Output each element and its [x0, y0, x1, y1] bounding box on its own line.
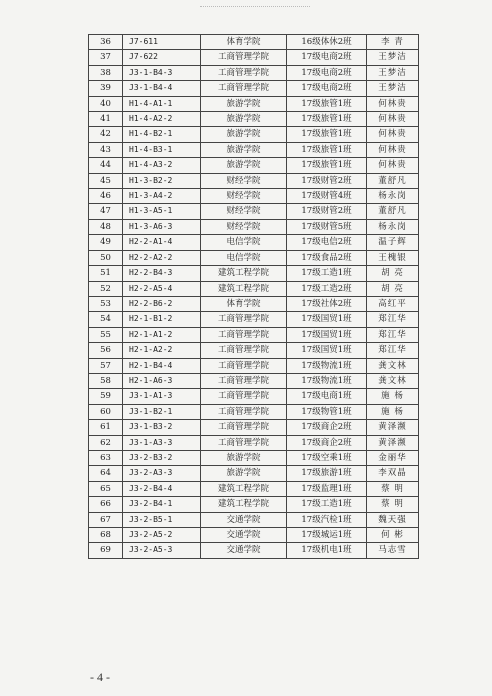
- college-cell: 交通学院: [201, 528, 287, 543]
- class-cell: 17级物流1班: [287, 358, 367, 373]
- table-row: [89, 543, 419, 558]
- class-cell: 17级商企2班: [287, 420, 367, 435]
- table-row: [89, 420, 419, 435]
- page-number: - 4 -: [90, 670, 110, 684]
- class-cell: 17级旅管1班: [287, 142, 367, 157]
- room-code-cell: H1-3-A4-2: [123, 189, 201, 204]
- person-name-cell: 黄泽濒: [367, 420, 419, 435]
- class-cell: 16级体休2班: [287, 35, 367, 50]
- person-name-cell: 温子辉: [367, 235, 419, 250]
- room-code-cell: J3-1-A3-3: [123, 435, 201, 450]
- person-name-cell: 蔡 明: [367, 497, 419, 512]
- table-row: [89, 35, 419, 50]
- row-number-cell: 68: [89, 528, 123, 543]
- college-cell: 工商管理学院: [201, 373, 287, 388]
- room-code-cell: J3-1-B3-2: [123, 420, 201, 435]
- row-number-cell: 61: [89, 420, 123, 435]
- room-code-cell: J3-2-B5-1: [123, 512, 201, 527]
- table-row: [89, 266, 419, 281]
- table-row: [89, 65, 419, 80]
- college-cell: 财经学院: [201, 219, 287, 234]
- class-cell: 17级工造1班: [287, 497, 367, 512]
- row-number-cell: 39: [89, 81, 123, 96]
- person-name-cell: 魏天强: [367, 512, 419, 527]
- class-cell: 17级工造2班: [287, 281, 367, 296]
- class-cell: 17级国贸1班: [287, 343, 367, 358]
- class-cell: 17级国贸1班: [287, 312, 367, 327]
- room-code-cell: J7-611: [123, 35, 201, 50]
- room-code-cell: H2-2-A2-2: [123, 250, 201, 265]
- class-cell: 17级监理1班: [287, 481, 367, 496]
- college-cell: 工商管理学院: [201, 81, 287, 96]
- room-code-cell: J3-2-B4-4: [123, 481, 201, 496]
- room-code-cell: J3-2-A5-3: [123, 543, 201, 558]
- class-cell: 17级汽检1班: [287, 512, 367, 527]
- college-cell: 建筑工程学院: [201, 266, 287, 281]
- table-row: [89, 296, 419, 311]
- row-number-cell: 48: [89, 219, 123, 234]
- room-code-cell: H1-3-A5-1: [123, 204, 201, 219]
- person-name-cell: 郑江华: [367, 343, 419, 358]
- person-name-cell: 何林贵: [367, 158, 419, 173]
- college-cell: 旅游学院: [201, 466, 287, 481]
- table-row: [89, 389, 419, 404]
- college-cell: 建筑工程学院: [201, 481, 287, 496]
- person-name-cell: 金丽华: [367, 450, 419, 465]
- row-number-cell: 59: [89, 389, 123, 404]
- person-name-cell: 胡 亮: [367, 266, 419, 281]
- row-number-cell: 63: [89, 450, 123, 465]
- row-number-cell: 42: [89, 127, 123, 142]
- table-row: [89, 281, 419, 296]
- college-cell: 建筑工程学院: [201, 497, 287, 512]
- table-row: [89, 235, 419, 250]
- table-row: [89, 250, 419, 265]
- room-code-cell: J3-1-B2-1: [123, 404, 201, 419]
- person-name-cell: 杨永岗: [367, 219, 419, 234]
- college-cell: 电信学院: [201, 235, 287, 250]
- class-cell: 17级财管5班: [287, 219, 367, 234]
- class-cell: 17级机电1班: [287, 543, 367, 558]
- table-row: [89, 127, 419, 142]
- row-number-cell: 38: [89, 65, 123, 80]
- room-code-cell: H2-1-B1-2: [123, 312, 201, 327]
- row-number-cell: 46: [89, 189, 123, 204]
- college-cell: 建筑工程学院: [201, 281, 287, 296]
- person-name-cell: 何林贵: [367, 112, 419, 127]
- class-cell: 17级财管4班: [287, 189, 367, 204]
- college-cell: 旅游学院: [201, 158, 287, 173]
- person-name-cell: 龚文林: [367, 358, 419, 373]
- college-cell: 体育学院: [201, 35, 287, 50]
- table-row: [89, 142, 419, 157]
- row-number-cell: 69: [89, 543, 123, 558]
- room-code-cell: J7-622: [123, 50, 201, 65]
- row-number-cell: 37: [89, 50, 123, 65]
- table-row: [89, 528, 419, 543]
- row-number-cell: 67: [89, 512, 123, 527]
- table-row: [89, 435, 419, 450]
- room-code-cell: H2-1-A2-2: [123, 343, 201, 358]
- person-name-cell: 马志雪: [367, 543, 419, 558]
- class-cell: 17级社体2班: [287, 296, 367, 311]
- class-cell: 17级旅管1班: [287, 158, 367, 173]
- person-name-cell: 杨永岗: [367, 189, 419, 204]
- scan-top-mark: [200, 6, 310, 7]
- college-cell: 工商管理学院: [201, 65, 287, 80]
- room-code-cell: J3-2-B4-1: [123, 497, 201, 512]
- class-cell: 17级旅管1班: [287, 96, 367, 111]
- table-row: [89, 481, 419, 496]
- college-cell: 工商管理学院: [201, 420, 287, 435]
- college-cell: 工商管理学院: [201, 358, 287, 373]
- college-cell: 财经学院: [201, 189, 287, 204]
- person-name-cell: 高红平: [367, 296, 419, 311]
- class-cell: 17级电商2班: [287, 50, 367, 65]
- table-row: [89, 96, 419, 111]
- room-code-cell: H2-2-A1-4: [123, 235, 201, 250]
- college-cell: 工商管理学院: [201, 404, 287, 419]
- table-row: [89, 373, 419, 388]
- row-number-cell: 50: [89, 250, 123, 265]
- person-name-cell: 董舒凡: [367, 204, 419, 219]
- table-row: [89, 81, 419, 96]
- table-row: [89, 327, 419, 342]
- room-code-cell: H1-4-B3-1: [123, 142, 201, 157]
- row-number-cell: 55: [89, 327, 123, 342]
- room-code-cell: H2-1-A1-2: [123, 327, 201, 342]
- person-name-cell: 李双晶: [367, 466, 419, 481]
- class-cell: 17级财管2班: [287, 173, 367, 188]
- class-cell: 17级旅管1班: [287, 127, 367, 142]
- room-code-cell: H2-2-B6-2: [123, 296, 201, 311]
- college-cell: 旅游学院: [201, 127, 287, 142]
- row-number-cell: 66: [89, 497, 123, 512]
- row-number-cell: 62: [89, 435, 123, 450]
- row-number-cell: 60: [89, 404, 123, 419]
- person-name-cell: 王梦洁: [367, 81, 419, 96]
- room-code-cell: J3-1-B4-4: [123, 81, 201, 96]
- room-code-cell: J3-1-B4-3: [123, 65, 201, 80]
- class-cell: 17级物管1班: [287, 404, 367, 419]
- row-number-cell: 52: [89, 281, 123, 296]
- room-code-cell: H2-1-B4-4: [123, 358, 201, 373]
- row-number-cell: 40: [89, 96, 123, 111]
- class-cell: 17级旅管1班: [287, 112, 367, 127]
- table-row: [89, 158, 419, 173]
- college-cell: 财经学院: [201, 204, 287, 219]
- row-number-cell: 36: [89, 35, 123, 50]
- person-name-cell: 王槐银: [367, 250, 419, 265]
- row-number-cell: 56: [89, 343, 123, 358]
- table-row: [89, 50, 419, 65]
- class-cell: 17级工造1班: [287, 266, 367, 281]
- college-cell: 工商管理学院: [201, 50, 287, 65]
- row-number-cell: 41: [89, 112, 123, 127]
- row-number-cell: 51: [89, 266, 123, 281]
- class-cell: 17级财管2班: [287, 204, 367, 219]
- table-row: [89, 404, 419, 419]
- college-cell: 工商管理学院: [201, 312, 287, 327]
- table-row: [89, 512, 419, 527]
- person-name-cell: 施 杨: [367, 389, 419, 404]
- person-name-cell: 郑江华: [367, 312, 419, 327]
- class-cell: 17级空乘1班: [287, 450, 367, 465]
- room-code-cell: H1-4-A1-1: [123, 96, 201, 111]
- table-row: [89, 358, 419, 373]
- class-cell: 17级电商2班: [287, 81, 367, 96]
- person-name-cell: 何林贵: [367, 96, 419, 111]
- class-cell: 17级食品2班: [287, 250, 367, 265]
- college-cell: 工商管理学院: [201, 327, 287, 342]
- row-number-cell: 58: [89, 373, 123, 388]
- room-code-cell: H1-3-A6-3: [123, 219, 201, 234]
- person-name-cell: 龚文林: [367, 373, 419, 388]
- room-code-cell: H2-2-B4-3: [123, 266, 201, 281]
- table-row: [89, 312, 419, 327]
- college-cell: 工商管理学院: [201, 389, 287, 404]
- college-cell: 旅游学院: [201, 112, 287, 127]
- college-cell: 交通学院: [201, 543, 287, 558]
- row-number-cell: 49: [89, 235, 123, 250]
- table-row: [89, 204, 419, 219]
- class-cell: 17级电信2班: [287, 235, 367, 250]
- table-row: [89, 466, 419, 481]
- person-name-cell: 董舒凡: [367, 173, 419, 188]
- college-cell: 旅游学院: [201, 96, 287, 111]
- roster-body: [89, 35, 419, 559]
- class-cell: 17级电商1班: [287, 389, 367, 404]
- room-code-cell: J3-2-B3-2: [123, 450, 201, 465]
- person-name-cell: 王梦洁: [367, 50, 419, 65]
- person-name-cell: 何 彬: [367, 528, 419, 543]
- table-row: [89, 343, 419, 358]
- row-number-cell: 54: [89, 312, 123, 327]
- person-name-cell: 何林贵: [367, 142, 419, 157]
- row-number-cell: 43: [89, 142, 123, 157]
- dormitory-roster-table: [88, 34, 419, 559]
- row-number-cell: 57: [89, 358, 123, 373]
- person-name-cell: 何林贵: [367, 127, 419, 142]
- table-row: [89, 497, 419, 512]
- room-code-cell: H2-2-A5-4: [123, 281, 201, 296]
- college-cell: 工商管理学院: [201, 343, 287, 358]
- room-code-cell: H2-1-A6-3: [123, 373, 201, 388]
- class-cell: 17级国贸1班: [287, 327, 367, 342]
- person-name-cell: 胡 亮: [367, 281, 419, 296]
- college-cell: 交通学院: [201, 512, 287, 527]
- room-code-cell: J3-2-A3-3: [123, 466, 201, 481]
- class-cell: 17级商企2班: [287, 435, 367, 450]
- row-number-cell: 45: [89, 173, 123, 188]
- row-number-cell: 44: [89, 158, 123, 173]
- person-name-cell: 施 杨: [367, 404, 419, 419]
- room-code-cell: H1-3-B2-2: [123, 173, 201, 188]
- class-cell: 17级城运1班: [287, 528, 367, 543]
- person-name-cell: 郑江华: [367, 327, 419, 342]
- row-number-cell: 65: [89, 481, 123, 496]
- college-cell: 工商管理学院: [201, 435, 287, 450]
- person-name-cell: 王梦洁: [367, 65, 419, 80]
- row-number-cell: 47: [89, 204, 123, 219]
- table-row: [89, 189, 419, 204]
- table-row: [89, 219, 419, 234]
- college-cell: 旅游学院: [201, 450, 287, 465]
- class-cell: 17级电商2班: [287, 65, 367, 80]
- room-code-cell: H1-4-B2-1: [123, 127, 201, 142]
- room-code-cell: J3-2-A5-2: [123, 528, 201, 543]
- college-cell: 电信学院: [201, 250, 287, 265]
- class-cell: 17级物流1班: [287, 373, 367, 388]
- college-cell: 旅游学院: [201, 142, 287, 157]
- table-row: [89, 112, 419, 127]
- class-cell: 17级旅游1班: [287, 466, 367, 481]
- college-cell: 体育学院: [201, 296, 287, 311]
- table-row: [89, 173, 419, 188]
- person-name-cell: 蔡 明: [367, 481, 419, 496]
- room-code-cell: J3-1-A1-3: [123, 389, 201, 404]
- person-name-cell: 李 青: [367, 35, 419, 50]
- room-code-cell: H1-4-A2-2: [123, 112, 201, 127]
- table-row: [89, 450, 419, 465]
- college-cell: 财经学院: [201, 173, 287, 188]
- row-number-cell: 53: [89, 296, 123, 311]
- person-name-cell: 黄泽濒: [367, 435, 419, 450]
- room-code-cell: H1-4-A3-2: [123, 158, 201, 173]
- row-number-cell: 64: [89, 466, 123, 481]
